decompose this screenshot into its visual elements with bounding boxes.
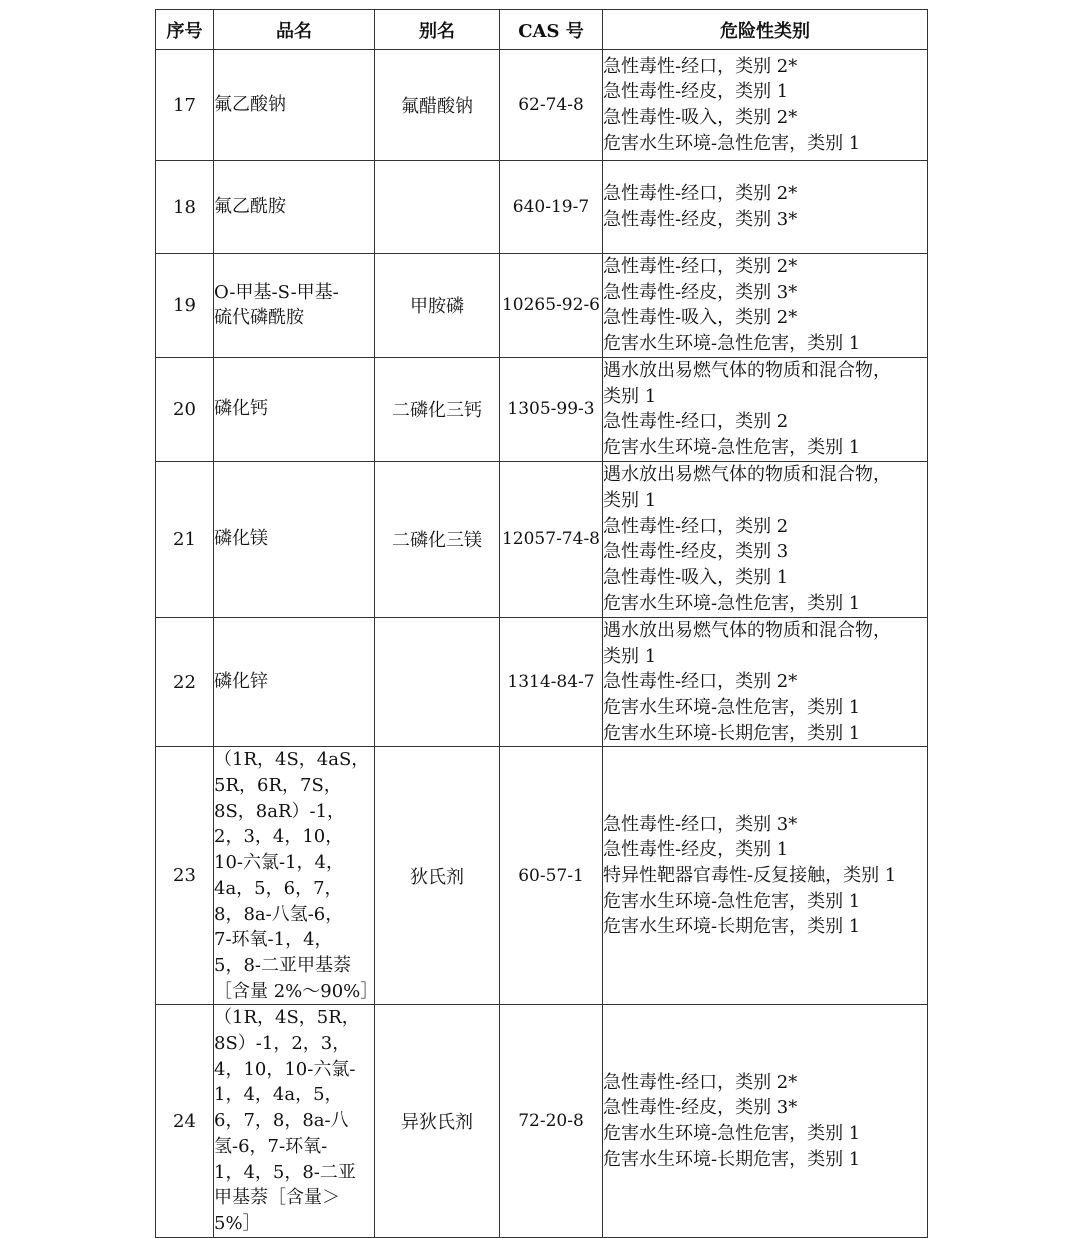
name-line: 氟乙酸钠 xyxy=(214,94,286,116)
cell-seq: 21 xyxy=(156,461,214,617)
cell-hazard xyxy=(603,1005,928,1237)
hazard-line: 类别 1 xyxy=(603,385,657,407)
hazard-line: 急性毒性-吸入，类别 2* xyxy=(603,307,798,329)
name-line: ［含量 2%～90%］ xyxy=(214,980,379,1002)
hazard-line: 急性毒性-经口，类别 2 xyxy=(603,411,789,433)
hazardous-chemicals-table xyxy=(155,9,928,1238)
table-row xyxy=(156,1005,928,1237)
cell-seq: 19 xyxy=(156,254,214,358)
hazard-line: 遇水放出易燃气体的物质和混合物， xyxy=(603,359,891,381)
hazard-line: 危害水生环境-长期危害，类别 1 xyxy=(603,1148,861,1170)
cell-alias xyxy=(375,161,500,254)
name-line: 5R，6R，7S， xyxy=(214,775,342,797)
name-line: 6，7，8，8a-八 xyxy=(214,1110,349,1132)
name-line: （1R，4S，5R， xyxy=(214,1007,360,1029)
cell-alias: 狄氏剂 xyxy=(375,747,500,1005)
name-line: 7-环氧-1，4， xyxy=(214,929,333,951)
hazard-line: 危害水生环境-急性危害，类别 1 xyxy=(603,592,861,614)
hazard-line: 急性毒性-经皮，类别 3* xyxy=(603,1097,798,1119)
name-line: （1R，4S，4aS， xyxy=(214,749,370,771)
hazard-line: 遇水放出易燃气体的物质和混合物， xyxy=(603,464,891,486)
cell-seq: 20 xyxy=(156,357,214,461)
name-line: 8S）-1，2，3， xyxy=(214,1033,351,1055)
cell-cas: 72-20-8 xyxy=(500,1005,603,1237)
hazard-line: 急性毒性-经口，类别 2* xyxy=(603,671,798,693)
cell-alias: 异狄氏剂 xyxy=(375,1005,500,1237)
table-row xyxy=(156,461,928,617)
name-line: 5，8-二亚甲基萘 xyxy=(214,954,351,976)
cell-name xyxy=(214,254,375,358)
hazard-line: 急性毒性-经口，类别 2 xyxy=(603,515,789,537)
hazard-line: 类别 1 xyxy=(603,489,657,511)
cell-name xyxy=(214,461,375,617)
header-seq: 序号 xyxy=(156,10,214,50)
cell-name xyxy=(214,50,375,161)
cell-cas: 1314-84-7 xyxy=(500,617,603,747)
cell-seq: 22 xyxy=(156,617,214,747)
table-row xyxy=(156,617,928,747)
hazard-line: 危害水生环境-急性危害，类别 1 xyxy=(603,890,861,912)
hazard-line: 急性毒性-吸入，类别 2* xyxy=(603,107,798,128)
table-row xyxy=(156,50,928,161)
table-body xyxy=(156,50,928,1238)
header-hazard: 危险性类别 xyxy=(603,10,928,50)
hazard-line: 类别 1 xyxy=(603,645,657,667)
name-line: 8，8a-八氢-6， xyxy=(214,903,344,925)
name-line: O-甲基-S-甲基- xyxy=(214,281,339,303)
hazard-line: 急性毒性-吸入，类别 1 xyxy=(603,567,789,589)
cell-hazard xyxy=(603,357,928,461)
cell-alias: 甲胺磷 xyxy=(375,254,500,358)
hazard-line: 遇水放出易燃气体的物质和混合物， xyxy=(603,619,891,641)
cell-cas: 60-57-1 xyxy=(500,747,603,1005)
cell-name xyxy=(214,617,375,747)
name-line: 磷化锌 xyxy=(214,671,268,693)
name-line: 1，4，4a，5， xyxy=(214,1084,343,1106)
hazard-line: 急性毒性-经皮，类别 3* xyxy=(603,209,798,230)
header-alias: 别名 xyxy=(375,10,500,50)
cell-hazard xyxy=(603,50,928,161)
name-line: 2，3，4，10， xyxy=(214,826,344,848)
hazard-line: 危害水生环境-急性危害，类别 1 xyxy=(603,696,861,718)
cell-name xyxy=(214,357,375,461)
hazard-line: 危害水生环境-急性危害，类别 1 xyxy=(603,132,861,154)
cell-hazard xyxy=(603,461,928,617)
hazard-line: 危害水生环境-急性危害，类别 1 xyxy=(603,333,861,355)
hazard-line: 急性毒性-经口，类别 2* xyxy=(603,55,798,77)
name-line: 硫代磷酰胺 xyxy=(214,307,304,329)
hazard-line: 急性毒性-经皮，类别 3* xyxy=(603,281,798,303)
table-row xyxy=(156,747,928,1005)
header-cas: CAS 号 xyxy=(500,10,603,50)
hazard-line: 急性毒性-经口，类别 2* xyxy=(603,256,798,277)
cell-alias: 氟醋酸钠 xyxy=(375,50,500,161)
table-row xyxy=(156,161,928,254)
cell-cas: 1305-99-3 xyxy=(500,357,603,461)
cell-seq: 18 xyxy=(156,161,214,254)
name-line: 甲基萘［含量＞5%］ xyxy=(214,1187,340,1234)
header-name: 品名 xyxy=(214,10,375,50)
cell-alias: 二磷化三镁 xyxy=(375,461,500,617)
table-row xyxy=(156,254,928,358)
cell-alias: 二磷化三钙 xyxy=(375,357,500,461)
name-line: 8S，8aR）-1， xyxy=(214,800,346,822)
cell-hazard xyxy=(603,161,928,254)
cell-hazard xyxy=(603,747,928,1005)
hazard-line: 急性毒性-经皮，类别 3 xyxy=(603,541,789,563)
hazard-line: 危害水生环境-长期危害，类别 1 xyxy=(603,916,861,938)
hazard-line: 急性毒性-经口，类别 2* xyxy=(603,183,798,205)
hazard-line: 特异性靶器官毒性-反复接触，类别 1 xyxy=(603,864,897,886)
hazard-line: 危害水生环境-长期危害，类别 1 xyxy=(603,722,861,744)
hazard-line: 危害水生环境-急性危害，类别 1 xyxy=(603,1123,861,1145)
cell-seq: 24 xyxy=(156,1005,214,1237)
cell-name xyxy=(214,1005,375,1237)
hazard-line: 急性毒性-经口，类别 2* xyxy=(603,1071,798,1093)
cell-cas: 640-19-7 xyxy=(500,161,603,254)
cell-name xyxy=(214,161,375,254)
cell-name xyxy=(214,747,379,1005)
hazard-line: 急性毒性-经口，类别 3* xyxy=(603,813,798,835)
name-line: 4a，5，6，7， xyxy=(214,877,343,899)
table-row xyxy=(156,357,928,461)
cell-hazard xyxy=(603,254,928,358)
cell-cas: 62-74-8 xyxy=(500,50,603,161)
name-line: 1，4，5，8-二亚 xyxy=(214,1161,356,1183)
hazard-line: 危害水生环境-急性危害，类别 1 xyxy=(603,437,861,459)
hazard-line: 急性毒性-经皮，类别 1 xyxy=(603,81,789,103)
cell-cas: 12057-74-8 xyxy=(500,461,603,617)
name-line: 磷化镁 xyxy=(214,528,268,550)
cell-cas: 10265-92-6 xyxy=(500,254,603,358)
cell-seq: 17 xyxy=(156,50,214,161)
name-line: 磷化钙 xyxy=(214,398,268,420)
name-line: 氟乙酰胺 xyxy=(214,196,286,218)
header-row xyxy=(156,10,928,50)
name-line: 4，10，10-六氯- xyxy=(214,1058,356,1080)
hazard-line: 急性毒性-经皮，类别 1 xyxy=(603,839,789,861)
name-line: 氢-6，7-环氧- xyxy=(214,1135,328,1157)
cell-hazard xyxy=(603,617,928,747)
cell-alias xyxy=(375,617,500,747)
cell-seq: 23 xyxy=(156,747,214,1005)
name-line: 10-六氯-1，4， xyxy=(214,852,344,874)
